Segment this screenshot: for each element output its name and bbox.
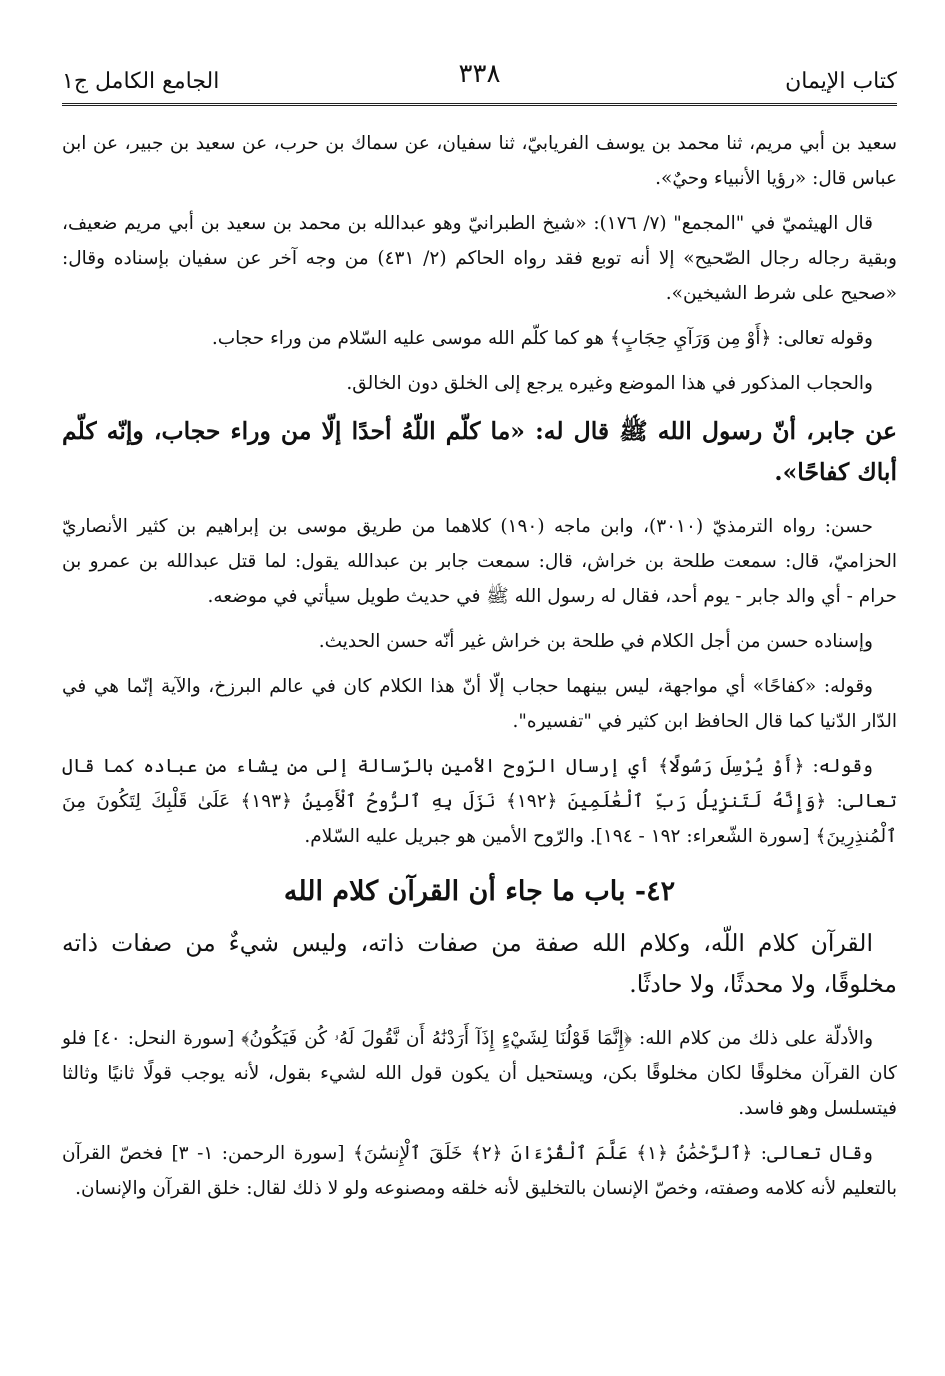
hadith-grading-paragraph: حسن: رواه الترمذيّ (٣٠١٠)، وابن ماجه (١٩٠) كلاهما من طريق موسى بن إبراهيم بن كثير الأنصاريّ الحزاميّ، قال: سمعت طلحة بن خراش، قال: سمعت جابر بن عبدالله يقول: لما قتل عبدالله بن عمرو بن حرام - أي والد جابر - يوم أحد، فقال له رسول الله ﷺ في حديث طويل سيأتي في موضعه.	[62, 516, 897, 607]
hadith-chain-paragraph: سعيد بن أبي مريم، ثنا محمد بن يوسف الفريابيّ، ثنا سفيان، عن سماك بن حرب، عن سعيد بن جبير، عن ابن عباس قال: «رؤيا الأنبياء وحيٌ».	[62, 133, 897, 189]
page-body	[62, 126, 897, 1206]
book-section-title: كتاب الإيمان	[785, 69, 897, 94]
kifahan-explanation-paragraph: وقوله: «كفاحًا» أي مواجهة، ليس بينهما حجاب إلّا أنّ هذا الكلام كان في عالم البرزخ، والآية إنّما هي في الدّار الدّنيا كما قال الحافظ ابن كثير في "تفسيره".	[62, 676, 897, 732]
running-header	[62, 55, 897, 106]
book-title: الجامع الكامل ج١	[62, 69, 220, 94]
hijab-commentary-paragraph: والحجاب المذكور في هذا الموضع وغيره يرجع إلى الخلق دون الخالق.	[346, 373, 873, 394]
chapter-intro-paragraph: القرآن كلام اللّه، وكلام الله صفة من صفات ذاته، وليس شيءٌ من صفات ذاته مخلوقًا، ولا محدثًا، ولا حادثًا.	[62, 929, 897, 998]
page-number: ٣٣٨	[458, 59, 501, 89]
hadith-text: عن جابر، أنّ رسول الله ﷺ قال له: «ما كلّم اللّهُ أحدًا إلّا من وراء حجاب، وإنّه كلّم أباك كفاحًا».	[62, 417, 897, 486]
verse-commentary-paragraph: وقوله تعالى: ﴿أَوْ مِن وَرَآيِ حِجَابٍ﴾ هو كما كلّم الله موسى عليه السّلام من وراء حجاب.	[211, 328, 873, 349]
rahman-verse-paragraph: وقال تعالى: ﴿ٱلرَّحْمَٰنُ ﴿١﴾ عَلَّمَ ٱلْقُرْءَانَ ﴿٢﴾ خَلَقَ ٱلْإِنسَٰنَ﴾ [سورة الرحمن: ١- ٣] فخصّ القرآن بالتعليم لأنه كلامه وصفته، وخصّ الإنسان بالتخليق لأنه خلقه ومصنوعه ولو لا ذلك لقال: خلق القرآن والإنسان.	[62, 1143, 897, 1199]
isnad-note-paragraph: وإسناده حسن من أجل الكلام في طلحة بن خراش غير أنّه حسن الحديث.	[318, 631, 873, 652]
chapter-heading: ٤٢- باب ما جاء أن القرآن كلام الله	[283, 876, 676, 907]
haythami-commentary: قال الهيثميّ في "المجمع" (٧/ ١٧٦): «شيخ الطبرانيّ وهو عبدالله بن محمد بن سعيد بن أبي مريم ضعيف، وبقية رجاله رجال الصّحيح» إلا أنه توبع فقد رواه الحاكم (٢/ ٤٣١) من وجه آخر عن سفيان بإسناده وقال: «صحيح على شرط الشيخين».	[62, 213, 897, 304]
messenger-verse-paragraph: وقوله: ﴿أَوْ يُرْسِلَ رَسُولًا﴾ أي إرسال الرّوح الأمين بالرّسالة إلى من يشاء من عباده كما قال تعالى: ﴿وَإِنَّهُ لَتَنزِيلُ رَبِّ ٱلْعَٰلَمِينَ ﴿١٩٢﴾ نَزَلَ بِهِ ٱلرُّوحُ ٱلْأَمِينُ ﴿١٩٣﴾ عَلَىٰ قَلْبِكَ لِتَكُونَ مِنَ ٱلْمُنذِرِينَ﴾ [سورة الشّعراء: ١٩٢ - ١٩٤]. والرّوح الأمين هو جبريل عليه السّلام.	[62, 756, 897, 847]
book-page	[62, 55, 897, 1216]
evidence-paragraph: والأدلّة على ذلك من كلام الله: ﴿إِنَّمَا قَوْلُنَا لِشَيْءٍ إِذَآ أَرَدْنَٰهُ أَن نَّقُولَ لَهُۥ كُن فَيَكُونُ﴾ [سورة النحل: ٤٠] فلو كان القرآن مخلوقًا لكان مخلوقًا بكن، ويستحيل أن يكون قول الله لشيء بقول، لأنه يوجب قولًا ثانيًا وثالثا فيتسلسل وهو فاسد.	[62, 1028, 897, 1119]
